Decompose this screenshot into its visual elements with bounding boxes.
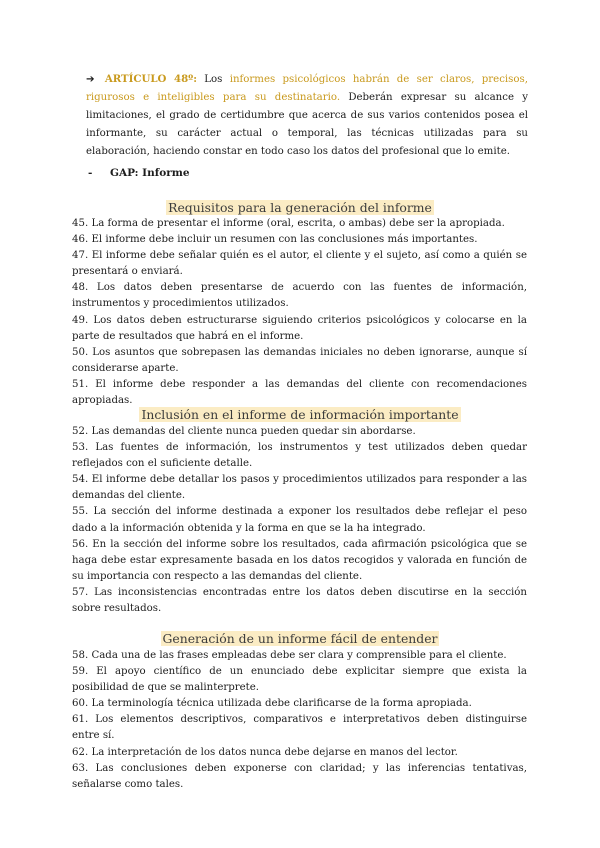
section-title: Requisitos para la generación del informe — [168, 200, 432, 215]
list-item: 55. La sección del informe destinada a exponer los resultados debe reflejar el peso dado a la información obtenida y la forma en que se la ha integrado. — [72, 506, 527, 534]
list-item: 47. El informe debe señalar quién es el autor, el cliente y el sujeto, así como a quién se presentará o enviará. — [72, 250, 527, 278]
list-item: 51. El informe debe responder a las demandas del cliente con recomendaciones apropiadas. — [72, 378, 527, 407]
arrow-right-icon: ➔ — [86, 74, 95, 85]
list-item: 54. El informe debe detallar los pasos y procedimientos utilizados para responder a las demandas del cliente. — [72, 474, 527, 502]
list-item: 53. Las fuentes de información, los instrumentos y test utilizados deben quedar reflejados con el suficiente detalle. — [72, 442, 527, 470]
list-item: 50. Los asuntos que sobrepasen las demandas iniciales no deben ignorarse, aunque sí considerarse aparte. — [72, 346, 527, 374]
list-item: 56. En la sección del informe sobre los resultados, cada afirmación psicológica que se haga debe estar expresamente basada en los datos recogidos y valorada en función de su importancia con respecto a las demandas del cliente. — [72, 538, 527, 582]
article-rest: Deberán expresar su alcance y limitaciones, el grado de certidumbre que acerca de sus varios contenidos posea el informante, su carácter actual o temporal, las técnicas utilizadas para su elaboración, haciendo constar en todo caso los datos del profesional que lo emite. — [86, 92, 528, 157]
list-item: 45. La forma de presentar el informe (oral, escrita, o ambas) debe ser la apropiada. — [72, 218, 505, 229]
list-item: 59. El apoyo científico de un enunciado debe explicitar siempre que exista la posibilidad de que se malinterprete. — [72, 666, 527, 694]
section-heading-requisitos — [0, 200, 600, 216]
section-list-requisitos — [72, 216, 527, 409]
list-item: 52. Las demandas del cliente nunca pueden quedar sin abordarse. — [72, 426, 416, 437]
section-title: Inclusión en el informe de información importante — [141, 407, 459, 422]
section-title: Generación de un informe fácil de entender — [162, 631, 438, 646]
list-item: 48. Los datos deben presentarse de acuerdo con las fuentes de información, instrumentos y procedimientos utilizados. — [72, 282, 527, 310]
list-item: 63. Las conclusiones deben exponerse con claridad; y las inferencias tentativas, señalarse como tales. — [72, 762, 527, 790]
section-heading-inclusion — [0, 407, 600, 423]
list-item: 62. La interpretación de los datos nunca debe dejarse en manos del lector. — [72, 746, 458, 758]
list-item: 49. Los datos deben estructurarse siguiendo criterios psicológicos y colocarse en la parte de resultados que habrá en el informe. — [72, 314, 527, 342]
article-pre: Los — [197, 74, 230, 85]
list-dash: - — [88, 167, 93, 179]
list-item: 46. El informe debe incluir un resumen con las conclusiones más importantes. — [72, 234, 478, 246]
list-item: 60. La terminología técnica utilizada debe clarificarse de la forma apropiada. — [72, 698, 472, 710]
section-list-generacion — [72, 648, 527, 793]
list-item: 57. Las inconsistencias encontradas entre los datos deben discutirse en la sección sobre resultados. — [72, 586, 527, 615]
list-item: 58. Cada una de las frases empleadas debe ser clara y comprensible para el cliente. — [72, 650, 507, 661]
article-highlight: informes psicológicos habrán de ser claros, precisos, rigurosos e inteligibles para su destinatario. — [86, 74, 528, 103]
section-list-inclusion — [72, 424, 527, 617]
section-heading-generacion — [0, 631, 600, 647]
gap-heading — [88, 164, 190, 182]
list-item: 61. Los elementos descriptivos, comparativos e interpretativos deben distinguirse entre sí. — [72, 714, 527, 742]
article-48-block — [86, 70, 528, 161]
article-title: ARTÍCULO 48º: — [104, 73, 198, 85]
gap-label: GAP: Informe — [110, 167, 190, 179]
